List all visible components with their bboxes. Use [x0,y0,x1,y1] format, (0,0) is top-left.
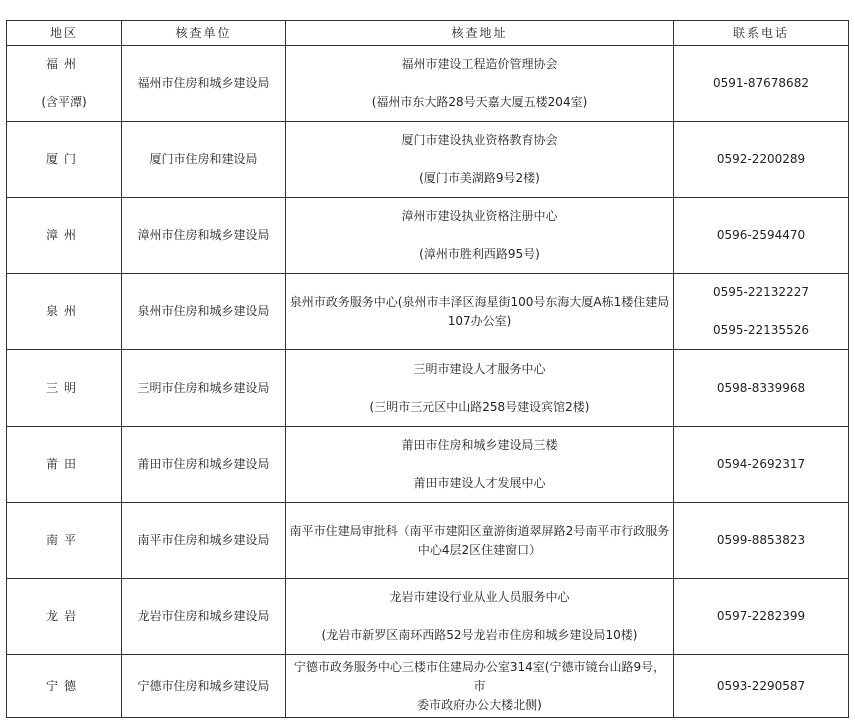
table-row [7,655,849,718]
region-cell [7,198,122,274]
address-line: 委市政府办公大楼北侧) [417,697,542,712]
phone-cell: 0593-2290587 [674,655,849,718]
address-line: 莆田市住房和城乡建设局三楼 [401,438,558,452]
unit-cell: 三明市住房和城乡建设局 [122,350,286,427]
phone-cell: 0597-2282399 [674,579,849,655]
address-cell [286,274,674,350]
region-cell [7,427,122,503]
address-line: 漳州市建设执业资格注册中心 [401,209,558,223]
unit-cell: 莆田市住房和城乡建设局 [122,427,286,503]
address-cell [286,579,674,655]
address-cell [286,427,674,503]
header-row [7,21,849,46]
region-name: 三明 [45,380,82,395]
address-line: (三明市三元区中山路258号建设宾馆2楼) [369,399,590,414]
unit-cell: 泉州市住房和城乡建设局 [122,274,286,350]
region-name: 漳州 [45,228,82,242]
address-line: 泉州市政务服务中心(泉州市丰泽区海星街100号东海大厦A栋1楼住建局 [289,294,670,309]
verification-contact-table [6,20,849,718]
address-line: 福州市建设工程造价管理协会 [401,57,558,71]
region-cell [7,503,122,579]
phone-cell [674,274,849,350]
phone-cell: 0599-8853823 [674,503,849,579]
phone-cell: 0596-2594470 [674,198,849,274]
region-cell [7,350,122,427]
address-line: 厦门市建设执业资格教育协会 [401,133,558,147]
phone-cell: 0594-2692317 [674,427,849,503]
region-cell [7,122,122,198]
address-line: 107办公室) [447,313,512,328]
region-note: (含平潭) [41,95,87,109]
table-row [7,427,849,503]
region-name: 龙岩 [45,609,82,623]
address-line: (福州市东大路28号天嘉大厦五楼204室) [371,95,588,109]
phone-cell: 0591-87678682 [674,46,849,122]
address-line: (龙岩市新罗区南环西路52号龙岩市住房和城乡建设局10楼) [321,628,638,642]
table-row [7,503,849,579]
address-line: (漳州市胜利西路95号) [419,247,540,261]
address-cell [286,350,674,427]
address-line: (厦门市美湖路9号2楼) [419,171,540,185]
unit-cell: 龙岩市住房和城乡建设局 [122,579,286,655]
address-line: 龙岩市建设行业从业人员服务中心 [389,590,570,604]
unit-cell: 漳州市住房和城乡建设局 [122,198,286,274]
region-cell [7,579,122,655]
header-unit: 核查单位 [122,21,286,46]
address-line: 南平市住建局审批科（南平市建阳区童游街道翠屏路2号南平市行政服务 [289,523,670,538]
header-phone: 联系电话 [674,21,849,46]
phone-cell: 0598-8339968 [674,350,849,427]
unit-cell: 宁德市住房和城乡建设局 [122,655,286,718]
address-line: 宁德市政务服务中心三楼市住建局办公室314室(宁德市镜台山路9号，市 [293,659,666,693]
region-name: 厦门 [45,152,82,166]
table-row [7,46,849,122]
phone-number: 0595-22132227 [713,285,809,299]
region-name: 莆田 [45,457,82,471]
table-row [7,579,849,655]
region-name: 泉州 [45,304,82,318]
region-name: 南平 [45,533,82,547]
address-cell [286,122,674,198]
table-row [7,274,849,350]
header-address: 核查地址 [286,21,674,46]
address-line: 莆田市建设人才发展中心 [413,476,546,490]
table-row [7,198,849,274]
unit-cell: 南平市住房和城乡建设局 [122,503,286,579]
header-region: 地区 [7,21,122,46]
address-cell [286,503,674,579]
region-cell [7,274,122,350]
table-row [7,122,849,198]
phone-cell: 0592-2200289 [674,122,849,198]
address-line: 三明市建设人才服务中心 [413,361,546,376]
table-row [7,350,849,427]
unit-cell: 厦门市住房和建设局 [122,122,286,198]
address-cell [286,655,674,718]
unit-cell: 福州市住房和城乡建设局 [122,46,286,122]
region-cell [7,655,122,718]
region-cell [7,46,122,122]
address-cell [286,46,674,122]
address-cell [286,198,674,274]
phone-number: 0595-22135526 [713,323,809,337]
address-line: 中心4层2区住建窗口） [417,542,542,557]
region-name: 宁德 [45,678,82,693]
region-name: 福州 [45,57,82,71]
